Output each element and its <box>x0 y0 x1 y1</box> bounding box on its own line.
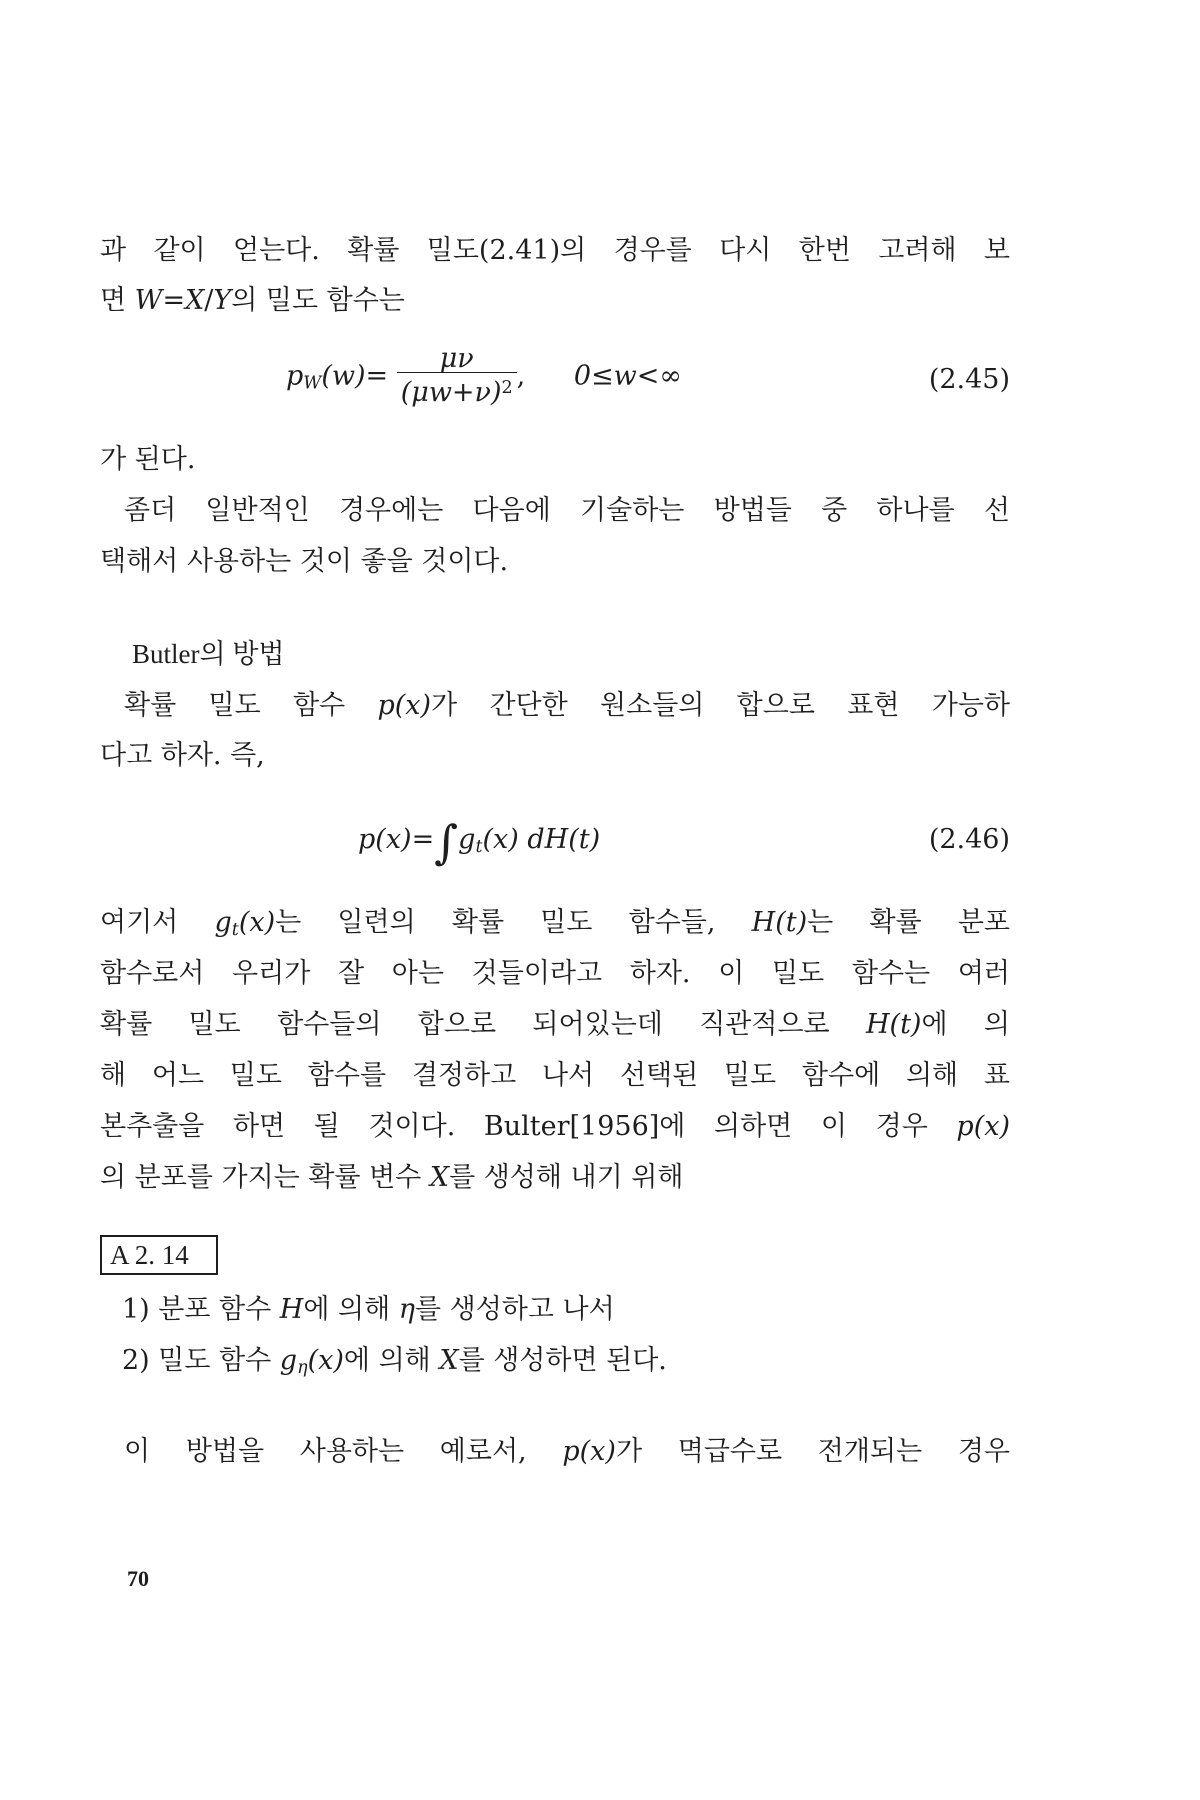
equation-2-46: $p(x)=\int g_t(x)$ dH(t) <box>358 815 601 869</box>
section-heading: Butler의 방법 <box>132 639 285 669</box>
text-line-9: 함수로서 우리가 잘 아는 것들이라고 하자. 이 밀도 함수는 여러 <box>100 958 1010 989</box>
page-number: 70 <box>127 1566 149 1591</box>
text-line-5: 택해서 사용하는 것이 좋을 것이다. <box>100 546 509 577</box>
text-line-8: 여기서 $g_t(x)$는 일련의 확률 밀도 함수들, H(t)는 확률 분포 <box>100 907 1010 940</box>
text-line-1: 과 같이 얻는다. 확률 밀도(2.41)의 경우를 다시 한번 고려해 보 <box>100 235 1010 266</box>
text-line-6: 확률 밀도 함수 p(x)가 간단한 원소들의 합으로 표현 가능하 <box>124 690 1010 721</box>
text-line-4: 좀더 일반적인 경우에는 다음에 기술하는 방법들 중 하나를 선 <box>124 495 1010 526</box>
text-line-12: 본추출을 하면 될 것이다. Bulter[1956]에 의하면 이 경우 p(x) <box>100 1111 1010 1142</box>
algorithm-step-2: 2) 밀도 함수 $g_\eta(x)$에 의해 X를 생성하면 된다. <box>122 1345 667 1378</box>
text-line-2: 면 W=X/Y의 밀도 함수는 <box>100 285 405 316</box>
text-line-10: 확률 밀도 함수들의 합으로 되어있는데 직관적으로 H(t)에 의 <box>100 1009 1010 1040</box>
equation-number-2-45: (2.45) <box>928 364 1010 395</box>
text-line-7: 다고 하자. 즉, <box>100 740 265 771</box>
text-line-11: 해 어느 밀도 함수를 결정하고 나서 선택된 밀도 함수에 의해 표 <box>100 1060 1010 1091</box>
fraction: $\frac{\mu\nu}{(\mu w+\nu)^2}$ <box>397 346 517 408</box>
equation-2-45: $p_W(w)=$ $\frac{\mu\nu}{(\mu w+\nu)^2}$ , 0≤w<∞ <box>286 343 682 408</box>
algorithm-label-box: A 2. 14 <box>100 1235 218 1275</box>
text-line-14: 이 방법을 사용하는 예로서, p(x)가 멱급수로 전개되는 경우 <box>124 1436 1010 1467</box>
integral-sign: ∫ <box>434 815 459 869</box>
equation-number-2-46: (2.46) <box>928 824 1010 855</box>
algorithm-step-1: 1) 분포 함수 H에 의해 η를 생성하고 나서 <box>122 1294 615 1325</box>
text-line-13: 의 분포를 가지는 확률 변수 X를 생성해 내기 위해 <box>100 1162 684 1193</box>
text-line-3: 가 된다. <box>100 444 196 475</box>
